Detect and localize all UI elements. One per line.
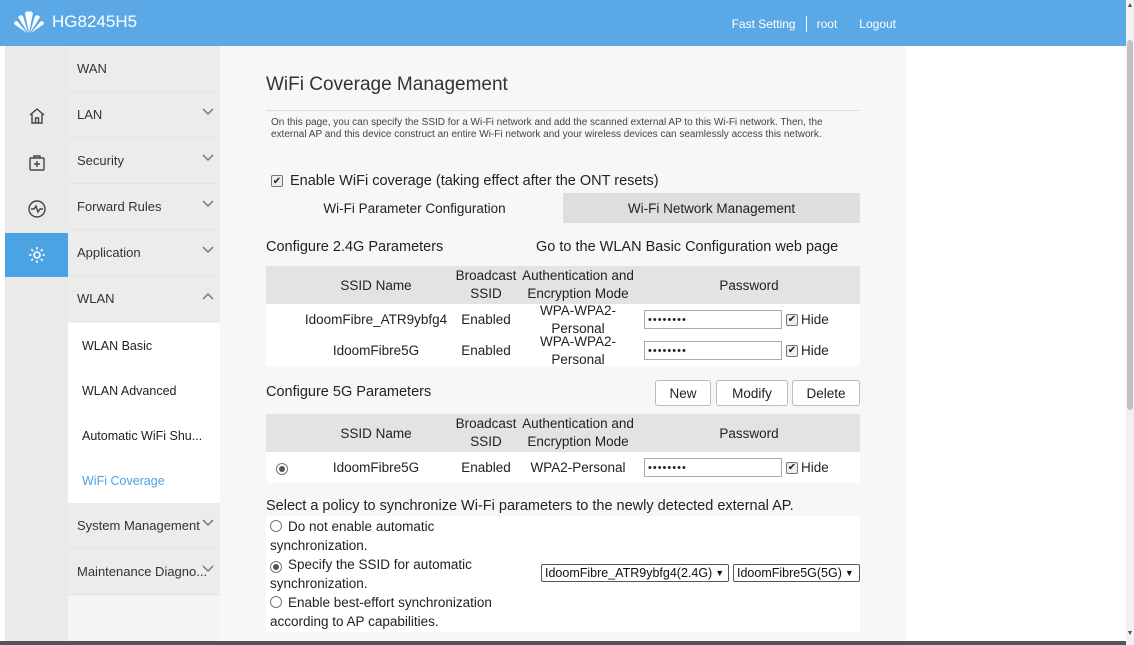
broadcast-cell: Enabled [461,311,511,327]
password-field[interactable]: •••••••• [644,458,782,477]
policy-option-label: Do not enable automatic synchronization. [270,519,435,553]
bottom-border [0,641,1126,645]
sub-item-label: Automatic WiFi Shu... [82,428,203,443]
hide-checkbox[interactable]: ✔ [787,462,797,473]
rail-diagnose[interactable] [5,187,68,231]
sub-item-auto-wifi-shutdown[interactable] [68,413,220,458]
header-ssid: SSID Name [340,425,412,441]
modify-button[interactable]: Modify [716,380,788,406]
policy-options [266,516,860,632]
menu-item-label: WLAN [77,291,115,306]
sub-item-wifi-coverage[interactable] [68,458,220,503]
user-link[interactable]: root [816,17,838,31]
policy-option-none[interactable] [270,517,520,555]
scroll-down-icon[interactable]: ▼ [1126,630,1134,637]
table-row [266,452,860,483]
menu-item-label: Forward Rules [77,199,162,214]
menu-item-wan[interactable] [68,46,220,92]
huawei-logo-icon [12,9,46,35]
menu-item-label: System Management [77,518,200,533]
new-button[interactable]: New [655,380,711,406]
policy-option-label: Enable best-effort synchronization according to AP capabilities. [270,595,492,629]
chevron-down-icon: ▼ [844,568,854,578]
menu-item-lan[interactable] [68,92,220,138]
auth-cell: WPA2-Personal [530,459,626,475]
policy-option-best-effort[interactable] [270,593,520,631]
gear-icon [27,245,47,265]
hide-label: Hide [801,312,829,327]
scrollbar[interactable] [1126,0,1134,645]
logout-link[interactable]: Logout [859,17,896,31]
tab-bar [266,193,860,223]
header-auth: Authentication and Encryption Mode [522,416,634,449]
wlan-basic-config-link[interactable]: Go to the WLAN Basic Configuration web page [536,239,839,255]
logo [12,9,137,35]
ssid-cell: IdoomFibre_ATR9ybfg4 [304,312,448,327]
chevron-up-icon [202,292,214,300]
policy-option-label: Specify the SSID for automatic synchronization. [270,557,472,591]
table-header [266,414,860,452]
home-icon [27,106,47,126]
pulse-icon [27,199,47,219]
ssid-5g-select[interactable] [733,564,860,582]
chevron-down-icon [202,108,214,116]
policy-radio[interactable] [270,561,282,573]
model-name: HG8245H5 [52,12,138,31]
hide-label: Hide [801,460,829,475]
rail-plus[interactable] [5,141,68,185]
menu-item-application[interactable] [68,230,220,276]
policy-radio[interactable] [270,520,282,532]
enable-coverage-checkbox[interactable]: ✔ [272,175,282,187]
menu-item-label: Security [77,153,124,168]
menu-item-forward-rules[interactable] [68,184,220,230]
section-24g-title: Configure 2.4G Parameters [266,239,444,255]
divider [806,16,807,32]
table-header [266,266,860,304]
enable-coverage-row[interactable] [271,173,659,189]
icon-rail [5,46,68,645]
header-auth: Authentication and Encryption Mode [522,268,634,301]
fast-setting-link[interactable]: Fast Setting [731,17,796,31]
header-broadcast: Broadcast SSID [455,416,517,449]
policy-option-specify-ssid[interactable] [270,555,520,593]
top-links [732,16,896,32]
tab-wifi-parameter-configuration[interactable]: Wi-Fi Parameter Configuration [266,193,563,223]
menu-item-label: LAN [77,107,103,122]
hide-label: Hide [801,343,829,358]
page-title: WiFi Coverage Management [266,74,508,95]
page-description: On this page, you can specify the SSID for a Wi-Fi network and add the scanned external AP to this Wi-Fi network. Then, the external AP and this device construct an entire Wi-Fi network and your wireless devices can seamlessly access this network. [271,117,823,140]
menu-item-label: Application [77,245,141,260]
delete-button[interactable]: Delete [792,380,860,406]
header-password: Password [719,425,779,441]
section-5g-title: Configure 5G Parameters [266,384,432,400]
ssid-cell: IdoomFibre5G [332,460,420,475]
menu-item-maintenance[interactable] [68,549,220,595]
table-row [266,335,860,366]
divider [266,110,860,111]
sub-item-label: WLAN Basic [82,338,153,353]
select-value: IdoomFibre5G(5G) [737,566,842,580]
sub-item-label: WLAN Advanced [82,383,177,398]
chevron-down-icon [202,200,214,208]
chevron-down-icon [202,154,214,162]
chevron-down-icon [202,246,214,254]
plus-box-icon [27,153,47,173]
table-row [266,304,860,335]
ssid-cell: IdoomFibre5G [332,343,420,358]
header-password: Password [719,277,779,293]
password-field[interactable]: •••••••• [644,341,782,360]
menu-item-label: Maintenance Diagno... [77,564,208,579]
hide-checkbox[interactable]: ✔ [787,314,797,325]
broadcast-cell: Enabled [461,459,511,475]
table-24g [266,266,860,366]
menu-item-wlan[interactable] [68,276,220,322]
rail-home[interactable] [5,94,68,138]
chevron-down-icon: ▼ [715,568,725,578]
chevron-down-icon [202,519,214,527]
policy-radio[interactable] [270,596,282,608]
hide-checkbox[interactable]: ✔ [787,345,797,356]
sub-item-label: WiFi Coverage [82,473,165,488]
auth-cell: WPA-WPA2-Personal [540,302,616,336]
ssid-24g-select[interactable] [541,564,729,582]
menu-item-system-management[interactable] [68,503,220,549]
password-field[interactable]: •••••••• [644,310,782,329]
sub-item-wlan-advanced[interactable] [68,368,220,413]
chevron-down-icon [202,565,214,573]
menu-item-security[interactable] [68,138,220,184]
header-broadcast: Broadcast SSID [455,268,517,301]
sub-item-wlan-basic[interactable] [68,323,220,368]
top-bar [0,0,1126,46]
select-value: IdoomFibre_ATR9ybfg4(2.4G) [545,566,713,580]
row-select-radio[interactable] [276,463,288,475]
header-ssid: SSID Name [340,277,412,293]
side-menu [68,46,220,645]
rail-settings[interactable] [5,233,68,277]
auth-cell: WPA-WPA2-Personal [540,333,616,367]
policy-title: Select a policy to synchronize Wi-Fi parameters to the newly detected external AP. [266,498,794,514]
enable-coverage-label: Enable WiFi coverage (taking effect after the ONT resets) [290,173,659,189]
tab-wifi-network-management[interactable]: Wi-Fi Network Management [563,193,860,223]
scroll-up-icon[interactable]: ▲ [1126,2,1134,9]
table-5g [266,414,860,483]
menu-item-label: WAN [77,61,107,76]
broadcast-cell: Enabled [461,342,511,358]
scrollbar-thumb[interactable] [1127,40,1133,410]
